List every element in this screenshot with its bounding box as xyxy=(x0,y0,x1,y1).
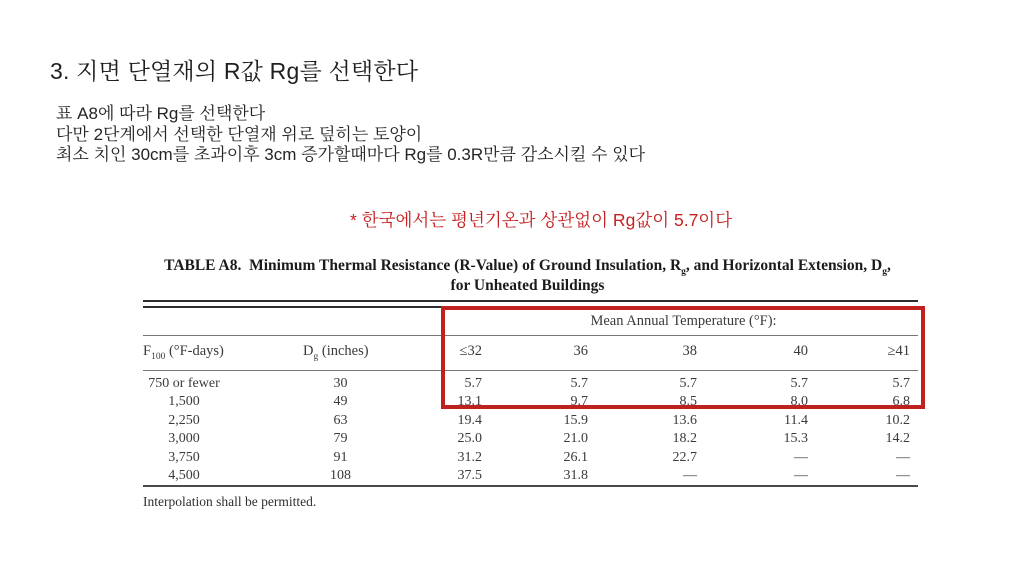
cell-r41: 14.2 xyxy=(885,431,910,446)
cell-r41: 6.8 xyxy=(892,394,910,409)
cell-r32: 25.0 xyxy=(457,431,482,446)
title-text: , and Horizontal Extension, D xyxy=(685,257,883,274)
cell-r40: — xyxy=(794,468,808,483)
subscript-g: g xyxy=(882,267,887,278)
cell-f100: 1,500 xyxy=(168,394,200,409)
cell-r38: 13.6 xyxy=(672,412,697,428)
cell-f100: 750 or fewer xyxy=(148,376,220,391)
cell-r32: 13.1 xyxy=(457,394,482,409)
col-header-36: 36 xyxy=(573,343,588,359)
cell-r36: 26.1 xyxy=(563,449,588,465)
title-text: TABLE A8. Minimum Thermal Resistance (R-Value) of Ground Insulation, R xyxy=(164,257,682,274)
header-text: (inches) xyxy=(318,343,369,359)
cell-r41: — xyxy=(896,449,910,465)
table-row xyxy=(143,431,918,450)
col-header-40: 40 xyxy=(793,343,808,359)
cell-r40: 15.3 xyxy=(783,431,808,446)
korea-note: * 한국에서는 평년기온과 상관없이 Rg값이 5.7이다 xyxy=(350,210,733,230)
cell-r40: 11.4 xyxy=(784,412,808,428)
cell-f100: 3,000 xyxy=(168,431,200,446)
table-row xyxy=(143,413,918,432)
cell-dg: 79 xyxy=(333,431,348,446)
cell-f100: 4,500 xyxy=(168,468,200,483)
cell-r36: 31.8 xyxy=(563,468,588,483)
header-text: D xyxy=(303,343,314,359)
cell-r38: 5.7 xyxy=(679,376,697,391)
cell-r32: 5.7 xyxy=(464,376,482,391)
subscript-100: 100 xyxy=(151,351,166,362)
subscript-g: g xyxy=(681,267,686,278)
cell-r32: 37.5 xyxy=(457,468,482,483)
title-text: , xyxy=(887,257,891,274)
col-header-f100 xyxy=(143,343,225,362)
mean-annual-temp-header: Mean Annual Temperature (°F): xyxy=(590,313,777,329)
cell-dg: 108 xyxy=(330,468,351,483)
cell-r36: 21.0 xyxy=(563,431,588,446)
body-paragraph xyxy=(56,104,645,166)
table-rule-top-1 xyxy=(143,300,918,302)
header-text: F xyxy=(143,343,152,359)
cell-r38: 22.7 xyxy=(672,449,697,465)
table-rule-bottom xyxy=(143,485,918,487)
cell-r40: — xyxy=(794,449,808,465)
cell-r36: 9.7 xyxy=(570,394,588,409)
table-row xyxy=(143,450,918,469)
cell-dg: 30 xyxy=(333,376,348,391)
table-title-line2: for Unheated Buildings xyxy=(450,277,605,294)
cell-r38: — xyxy=(683,468,697,483)
highlight-box xyxy=(441,306,925,409)
cell-r32: 19.4 xyxy=(457,412,482,428)
cell-r36: 5.7 xyxy=(570,376,588,391)
cell-dg: 49 xyxy=(333,394,348,409)
body-line-1: 표 A8에 따라 Rg를 선택한다 xyxy=(56,104,266,123)
cell-r32: 31.2 xyxy=(457,449,482,465)
slide-title: 3. 지면 단열재의 R값 Rg를 선택한다 xyxy=(50,58,419,84)
cell-r41: 10.2 xyxy=(885,412,910,428)
cell-r36: 15.9 xyxy=(563,412,588,428)
table-title-line1 xyxy=(135,256,920,276)
col-header-dg xyxy=(225,343,420,362)
body-line-3: 최소 치인 30cm를 초과이후 3cm 증가할때마다 Rg를 0.3R만큼 감소시킬 수 있다 xyxy=(56,145,646,164)
cell-r40: 8.0 xyxy=(790,394,808,409)
table-title xyxy=(135,256,920,296)
col-header-le32: ≤32 xyxy=(459,343,482,359)
cell-r38: 8.5 xyxy=(679,394,697,409)
header-text: (°F-days) xyxy=(165,343,224,359)
subscript-g: g xyxy=(313,351,319,362)
cell-r38: 18.2 xyxy=(672,431,697,446)
table-footnote: Interpolation shall be permitted. xyxy=(143,494,317,509)
col-header-38: 38 xyxy=(682,343,697,359)
cell-r41: 5.7 xyxy=(892,376,910,391)
cell-f100: 3,750 xyxy=(168,449,200,465)
cell-dg: 91 xyxy=(333,449,348,465)
cell-f100: 2,250 xyxy=(168,412,200,428)
cell-dg: 63 xyxy=(333,412,348,428)
cell-r40: 5.7 xyxy=(790,376,808,391)
col-header-ge41: ≥41 xyxy=(887,343,910,359)
body-line-2: 다만 2단계에서 선택한 단열재 위로 덮히는 토양이 xyxy=(56,124,423,144)
cell-r41: — xyxy=(896,468,910,483)
